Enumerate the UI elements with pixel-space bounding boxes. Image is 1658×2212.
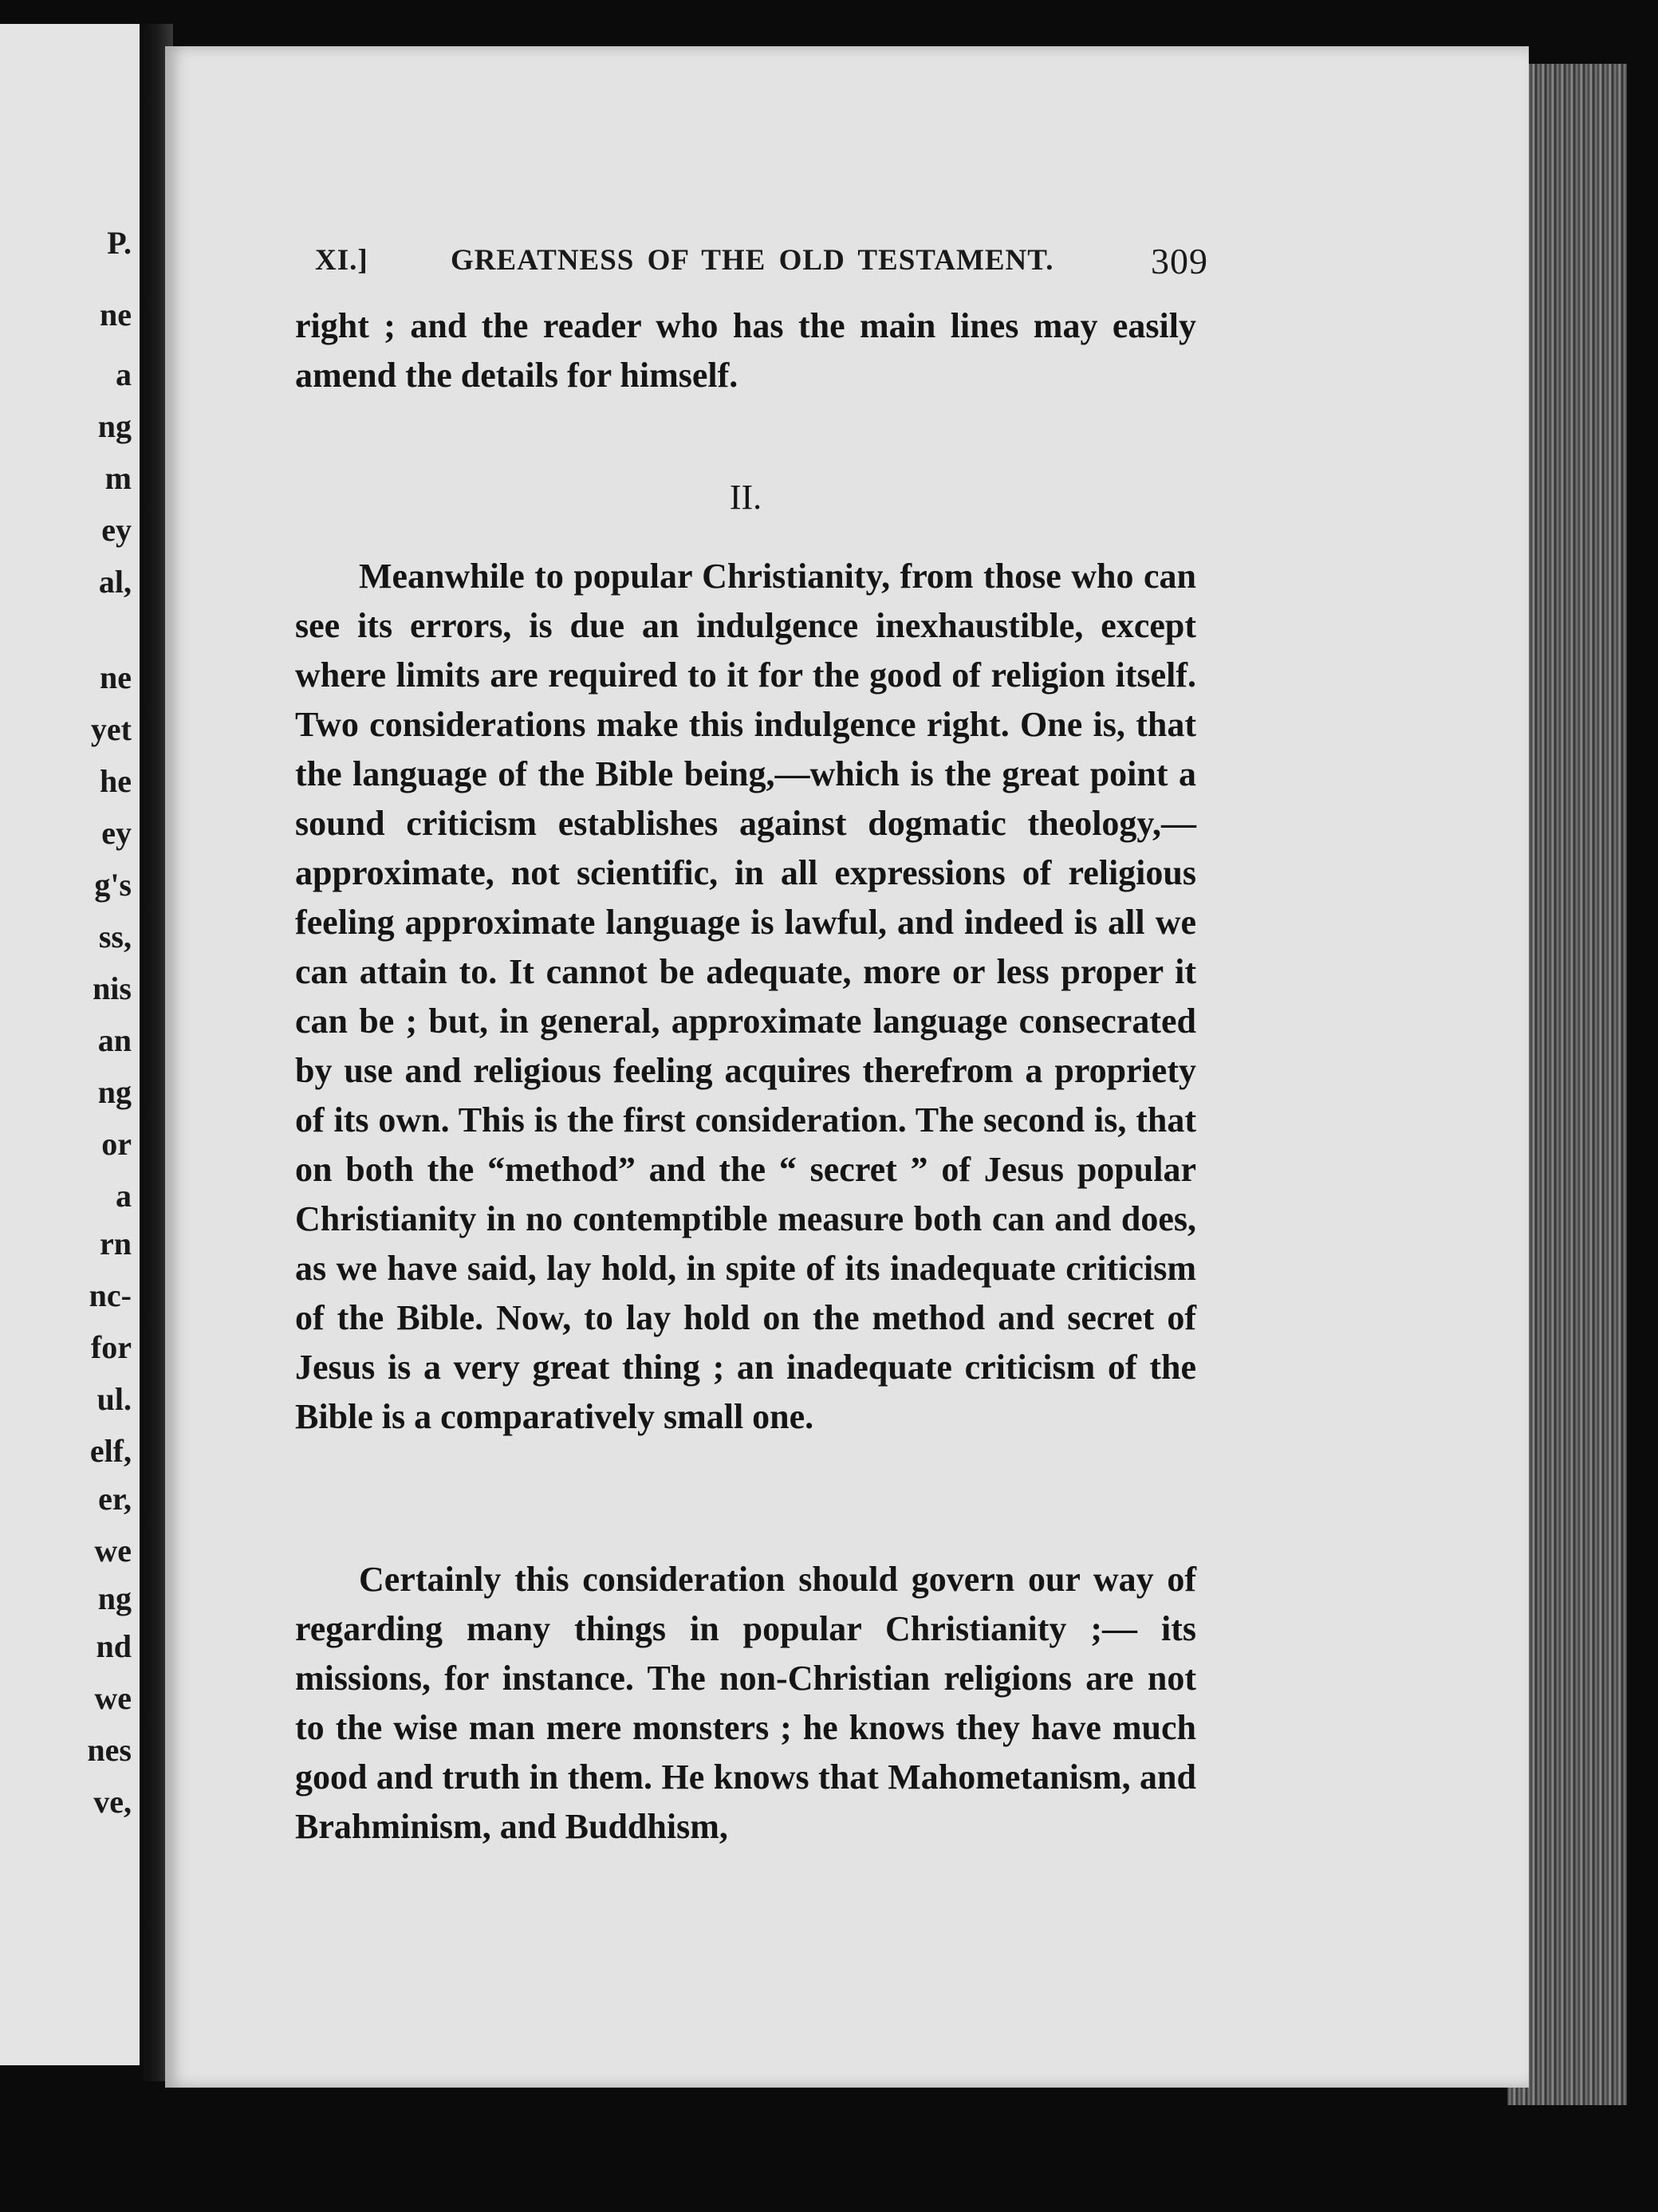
left-page-fragment: m (104, 460, 132, 496)
left-page-fragment: a (116, 1178, 132, 1214)
left-page-fragment: an (97, 1022, 132, 1058)
left-page-fragment: ve, (93, 1784, 132, 1820)
paragraph-1-text: Meanwhile to popular Christianity, from those who can see its errors, is due an indulgence inexhaustible, except where limits are required to it for the good of religion itself. Two considerations make this indulgence right. One is, that the language of the Bible being,—which is the great point a sound criticism establishes against dogmatic theology,—approximate, not scientific, in all expressions of religious feeling approximate language is lawful, and indeed is all we can attain to. It cannot be adequate, more or less proper it can be ; but, in general, approximate language consecrated by use and religious feeling acquires therefrom a propriety of its own. This is the first consideration. The second is, that on both the “method” and the “ secret ” of Jesus popular Christianity in no contemptible measure both can and does, as we have said, lay hold, in spite of its inadequate criticism of the Bible. Now, to lay hold on the method and secret of Jesus is a very great thing ; an inadequate criticism of the Bible is a comparatively small one. (295, 557, 1196, 1436)
left-page-fragment: for (90, 1329, 132, 1365)
left-page-fragment: a (116, 356, 132, 392)
left-page-fragment: ul. (96, 1381, 132, 1417)
paragraph-2 (295, 1555, 1196, 1852)
left-page-fragment: we (94, 1533, 132, 1568)
continued-paragraph (295, 301, 1196, 400)
left-page-fragment: or (101, 1126, 132, 1162)
left-page-fragment: g's (94, 867, 132, 903)
paragraph-2-text: Certainly this consideration should govern our way of regarding many things in popular Christianity ;— its missions, for instance. The non-Christian religions are not to the wise man mere monsters ; he knows they have much good and truth in them. He knows that Mahometanism, and Brahminism, and Buddhism, (295, 1560, 1196, 1846)
left-page-fragment: P. (107, 225, 132, 261)
left-page-fragment: rn (100, 1226, 132, 1261)
left-page-fragment: he (100, 763, 132, 799)
section-number: II. (729, 478, 762, 517)
left-page-fragment: ng (97, 408, 132, 444)
left-page-fragment: nd (96, 1628, 132, 1664)
left-page-fragment: elf, (89, 1433, 132, 1469)
left-page-fragment: ey (101, 512, 132, 548)
chapter-number: XI.] (315, 244, 368, 277)
left-page-fragment: nes (87, 1732, 132, 1768)
left-page-fragment: nis (93, 970, 132, 1006)
page-number: 309 (1151, 241, 1208, 281)
left-page-fragment: ng (97, 1074, 132, 1110)
left-page-fragment: we (94, 1680, 132, 1716)
paragraph-1 (295, 552, 1196, 1442)
left-page-fragment: ne (100, 659, 132, 695)
left-page-fragment: al, (98, 564, 132, 600)
left-page-fragment: ne (100, 297, 132, 333)
left-page-fragment: ng (97, 1580, 132, 1616)
left-page-fragment: ey (101, 815, 132, 851)
left-page-fragment: ss, (98, 919, 132, 954)
previous-page-edge (0, 24, 140, 2065)
continued-paragraph-text: right ; and the reader who has the main lines may easily amend the details for himself. (295, 306, 1196, 395)
left-page-fragment: er, (98, 1481, 132, 1517)
running-title: GREATNESS OF THE OLD TESTAMENT. (451, 244, 1054, 277)
left-page-fragment: nc- (89, 1277, 132, 1313)
left-page-fragment: yet (90, 711, 132, 747)
